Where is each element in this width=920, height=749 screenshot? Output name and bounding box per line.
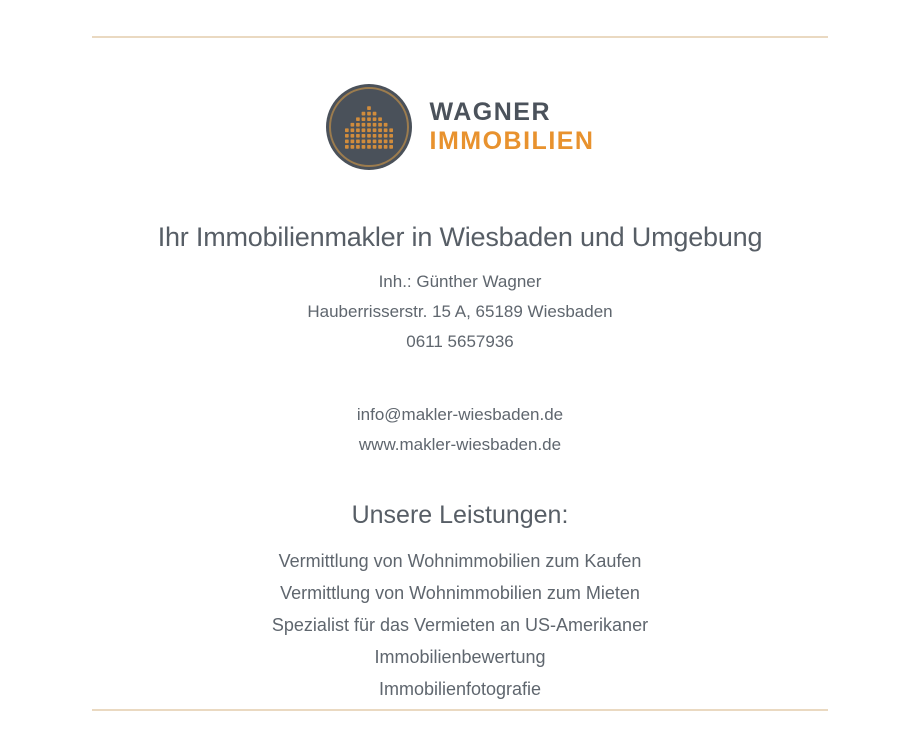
address-line: Hauberrisserstr. 15 A, 65189 Wiesbaden	[307, 302, 613, 321]
service-item-buy: Vermittlung von Wohnimmobilien zum Kaufen	[278, 551, 642, 571]
page-title: Ihr Immobilienmakler in Wiesbaden und Umgebung	[157, 222, 763, 252]
contact-block	[0, 267, 920, 357]
service-item-valuation: Immobilienbewertung	[374, 647, 546, 667]
phone-line: 0611 5657936	[406, 332, 514, 351]
house-dots-icon	[345, 106, 393, 149]
bottom-divider	[92, 709, 828, 711]
email-link[interactable]: info@makler-wiesbaden.de	[356, 405, 564, 424]
brand-category: IMMOBILIEN	[429, 127, 595, 155]
logo-house-icon	[326, 84, 412, 170]
top-divider	[92, 36, 828, 38]
services-heading: Unsere Leistungen:	[351, 501, 569, 529]
brand-name: WAGNER	[429, 98, 551, 126]
service-item-rent: Vermittlung von Wohnimmobilien zum Mieten	[280, 583, 640, 603]
logo-wordmark	[430, 100, 595, 154]
links-block	[0, 400, 920, 460]
website-link[interactable]: www.makler-wiesbaden.de	[358, 435, 562, 454]
service-item-photography: Immobilienfotografie	[378, 679, 542, 699]
services-list	[0, 545, 920, 705]
service-item-us-specialist: Spezialist für das Vermieten an US-Amerikaner	[271, 615, 649, 635]
logo[interactable]	[0, 0, 920, 170]
owner-line: Inh.: Günther Wagner	[378, 272, 542, 291]
